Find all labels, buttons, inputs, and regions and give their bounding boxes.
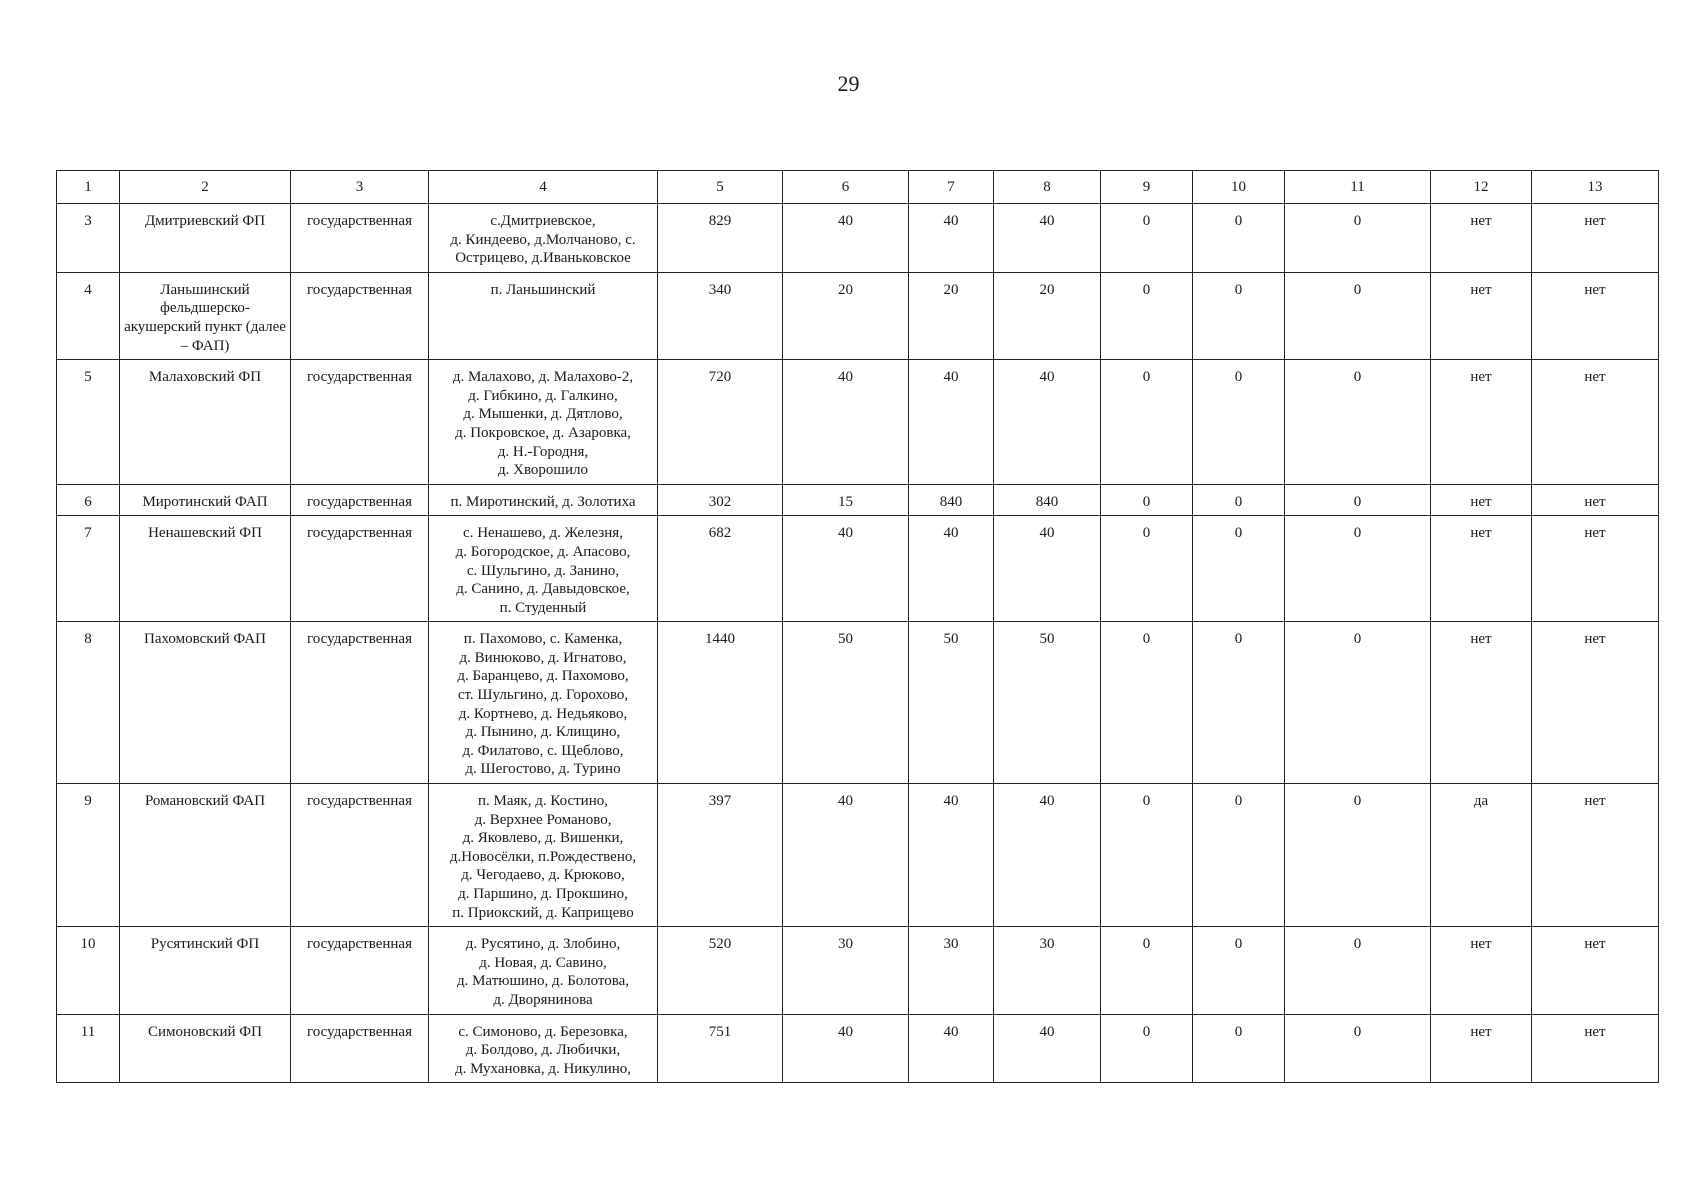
cell-col-7: 50 xyxy=(909,622,994,784)
cell-settlements: п. Пахомово, с. Каменка, д. Винюково, д. Игнатово, д. Баранцево, д. Пахомово, ст. Шульгино, д. Горохово, д. Кортнево, д. Недьяково, д. Пынино, д. Клищино, д. Филатово, с. Щеблово, д. Шегостово, д. Турино xyxy=(429,622,658,784)
cell-row-number: 3 xyxy=(57,204,120,273)
cell-facility-name: Пахомовский ФАП xyxy=(120,622,291,784)
cell-col-10: 0 xyxy=(1193,360,1285,485)
cell-col-11: 0 xyxy=(1285,622,1431,784)
cell-col-8: 40 xyxy=(994,516,1101,622)
cell-col-12: нет xyxy=(1431,360,1532,485)
cell-col-12: нет xyxy=(1431,204,1532,273)
table-row xyxy=(57,1014,1659,1083)
cell-col-12: нет xyxy=(1431,272,1532,359)
cell-population: 751 xyxy=(658,1014,783,1083)
column-header-13: 13 xyxy=(1532,171,1659,204)
cell-settlements: д. Русятино, д. Злобино, д. Новая, д. Савино, д. Матюшино, д. Болотова, д. Дворянинова xyxy=(429,927,658,1014)
cell-col-7: 840 xyxy=(909,484,994,516)
cell-col-11: 0 xyxy=(1285,360,1431,485)
cell-facility-name: Ланьшинский фельдшерско-акушерский пункт (далее – ФАП) xyxy=(120,272,291,359)
column-header-9: 9 xyxy=(1101,171,1193,204)
cell-ownership: государственная xyxy=(291,927,429,1014)
cell-population: 720 xyxy=(658,360,783,485)
cell-col-9: 0 xyxy=(1101,516,1193,622)
cell-row-number: 10 xyxy=(57,927,120,1014)
cell-col-8: 50 xyxy=(994,622,1101,784)
cell-col-9: 0 xyxy=(1101,204,1193,273)
cell-col-10: 0 xyxy=(1193,272,1285,359)
cell-col-6: 30 xyxy=(783,927,909,1014)
cell-ownership: государственная xyxy=(291,1014,429,1083)
cell-population: 829 xyxy=(658,204,783,273)
table-row xyxy=(57,360,1659,485)
table-row xyxy=(57,622,1659,784)
cell-col-11: 0 xyxy=(1285,516,1431,622)
cell-col-12: нет xyxy=(1431,1014,1532,1083)
cell-col-7: 40 xyxy=(909,784,994,927)
cell-ownership: государственная xyxy=(291,204,429,273)
cell-settlements: с.Дмитриевское, д. Киндеево, д.Молчаново, с. Острицево, д.Иваньковское xyxy=(429,204,658,273)
cell-col-10: 0 xyxy=(1193,622,1285,784)
cell-col-6: 50 xyxy=(783,622,909,784)
cell-col-11: 0 xyxy=(1285,927,1431,1014)
cell-col-12: нет xyxy=(1431,927,1532,1014)
cell-col-12: нет xyxy=(1431,516,1532,622)
column-header-2: 2 xyxy=(120,171,291,204)
table-body xyxy=(57,204,1659,1083)
cell-col-8: 40 xyxy=(994,360,1101,485)
cell-col-8: 840 xyxy=(994,484,1101,516)
cell-col-9: 0 xyxy=(1101,272,1193,359)
cell-col-6: 40 xyxy=(783,516,909,622)
cell-col-12: нет xyxy=(1431,484,1532,516)
cell-col-12: нет xyxy=(1431,622,1532,784)
cell-col-10: 0 xyxy=(1193,1014,1285,1083)
cell-col-8: 40 xyxy=(994,1014,1101,1083)
table-row xyxy=(57,516,1659,622)
cell-row-number: 5 xyxy=(57,360,120,485)
cell-settlements: с. Ненашево, д. Железня, д. Богородское, д. Апасово, с. Шульгино, д. Занино, д. Санино, д. Давыдовское, п. Студенный xyxy=(429,516,658,622)
cell-ownership: государственная xyxy=(291,622,429,784)
cell-ownership: государственная xyxy=(291,516,429,622)
cell-col-7: 30 xyxy=(909,927,994,1014)
cell-ownership: государственная xyxy=(291,784,429,927)
cell-ownership: государственная xyxy=(291,272,429,359)
column-header-11: 11 xyxy=(1285,171,1431,204)
cell-col-9: 0 xyxy=(1101,360,1193,485)
cell-row-number: 7 xyxy=(57,516,120,622)
cell-col-7: 40 xyxy=(909,1014,994,1083)
cell-col-10: 0 xyxy=(1193,516,1285,622)
cell-settlements: с. Симоново, д. Березовка, д. Болдово, д. Любички, д. Мухановка, д. Никулино, xyxy=(429,1014,658,1083)
cell-col-13: нет xyxy=(1532,622,1659,784)
cell-col-9: 0 xyxy=(1101,1014,1193,1083)
cell-facility-name: Ненашевский ФП xyxy=(120,516,291,622)
cell-col-9: 0 xyxy=(1101,784,1193,927)
table-header xyxy=(57,171,1659,204)
cell-col-8: 40 xyxy=(994,204,1101,273)
cell-population: 340 xyxy=(658,272,783,359)
cell-col-9: 0 xyxy=(1101,927,1193,1014)
column-header-4: 4 xyxy=(429,171,658,204)
cell-col-11: 0 xyxy=(1285,784,1431,927)
cell-facility-name: Миротинский ФАП xyxy=(120,484,291,516)
page-number: 29 xyxy=(837,71,860,96)
column-header-8: 8 xyxy=(994,171,1101,204)
cell-col-7: 40 xyxy=(909,204,994,273)
cell-col-10: 0 xyxy=(1193,484,1285,516)
cell-settlements: д. Малахово, д. Малахово-2, д. Гибкино, д. Галкино, д. Мышенки, д. Дятлово, д. Покровское, д. Азаровка, д. Н.-Городня, д. Хворошило xyxy=(429,360,658,485)
cell-col-13: нет xyxy=(1532,516,1659,622)
cell-col-6: 40 xyxy=(783,360,909,485)
cell-col-12: да xyxy=(1431,784,1532,927)
cell-col-13: нет xyxy=(1532,204,1659,273)
cell-col-6: 20 xyxy=(783,272,909,359)
cell-population: 682 xyxy=(658,516,783,622)
column-header-12: 12 xyxy=(1431,171,1532,204)
cell-facility-name: Романовский ФАП xyxy=(120,784,291,927)
cell-col-7: 20 xyxy=(909,272,994,359)
cell-col-10: 0 xyxy=(1193,927,1285,1014)
cell-col-13: нет xyxy=(1532,272,1659,359)
cell-col-8: 20 xyxy=(994,272,1101,359)
cell-population: 302 xyxy=(658,484,783,516)
cell-col-13: нет xyxy=(1532,484,1659,516)
cell-population: 397 xyxy=(658,784,783,927)
facilities-table xyxy=(56,170,1659,1083)
cell-col-9: 0 xyxy=(1101,484,1193,516)
cell-col-7: 40 xyxy=(909,360,994,485)
column-header-5: 5 xyxy=(658,171,783,204)
cell-col-11: 0 xyxy=(1285,204,1431,273)
cell-col-10: 0 xyxy=(1193,784,1285,927)
cell-row-number: 4 xyxy=(57,272,120,359)
column-header-10: 10 xyxy=(1193,171,1285,204)
cell-facility-name: Симоновский ФП xyxy=(120,1014,291,1083)
cell-population: 520 xyxy=(658,927,783,1014)
cell-col-13: нет xyxy=(1532,360,1659,485)
cell-col-6: 40 xyxy=(783,204,909,273)
table-row xyxy=(57,784,1659,927)
table-row xyxy=(57,927,1659,1014)
cell-col-11: 0 xyxy=(1285,1014,1431,1083)
cell-col-13: нет xyxy=(1532,784,1659,927)
column-header-6: 6 xyxy=(783,171,909,204)
cell-facility-name: Малаховский ФП xyxy=(120,360,291,485)
cell-col-8: 30 xyxy=(994,927,1101,1014)
cell-ownership: государственная xyxy=(291,484,429,516)
cell-col-11: 0 xyxy=(1285,484,1431,516)
cell-ownership: государственная xyxy=(291,360,429,485)
cell-facility-name: Дмитриевский ФП xyxy=(120,204,291,273)
column-header-7: 7 xyxy=(909,171,994,204)
table-row xyxy=(57,204,1659,273)
column-header-1: 1 xyxy=(57,171,120,204)
cell-row-number: 8 xyxy=(57,622,120,784)
cell-col-6: 15 xyxy=(783,484,909,516)
cell-settlements: п. Маяк, д. Костино, д. Верхнее Романово, д. Яковлево, д. Вишенки, д.Новосёлки, п.Рождествено, д. Чегодаево, д. Крюково, д. Паршино, д. Прокшино, п. Приокский, д. Каприщево xyxy=(429,784,658,927)
cell-settlements: п. Миротинский, д. Золотиха xyxy=(429,484,658,516)
cell-col-7: 40 xyxy=(909,516,994,622)
cell-col-13: нет xyxy=(1532,1014,1659,1083)
column-header-3: 3 xyxy=(291,171,429,204)
cell-col-6: 40 xyxy=(783,784,909,927)
cell-col-6: 40 xyxy=(783,1014,909,1083)
cell-col-8: 40 xyxy=(994,784,1101,927)
cell-col-9: 0 xyxy=(1101,622,1193,784)
table-row xyxy=(57,484,1659,516)
cell-population: 1440 xyxy=(658,622,783,784)
cell-settlements: п. Ланьшинский xyxy=(429,272,658,359)
table-row xyxy=(57,272,1659,359)
cell-row-number: 6 xyxy=(57,484,120,516)
cell-col-13: нет xyxy=(1532,927,1659,1014)
cell-row-number: 11 xyxy=(57,1014,120,1083)
cell-row-number: 9 xyxy=(57,784,120,927)
header-row xyxy=(57,171,1659,204)
cell-facility-name: Русятинский ФП xyxy=(120,927,291,1014)
cell-col-11: 0 xyxy=(1285,272,1431,359)
cell-col-10: 0 xyxy=(1193,204,1285,273)
